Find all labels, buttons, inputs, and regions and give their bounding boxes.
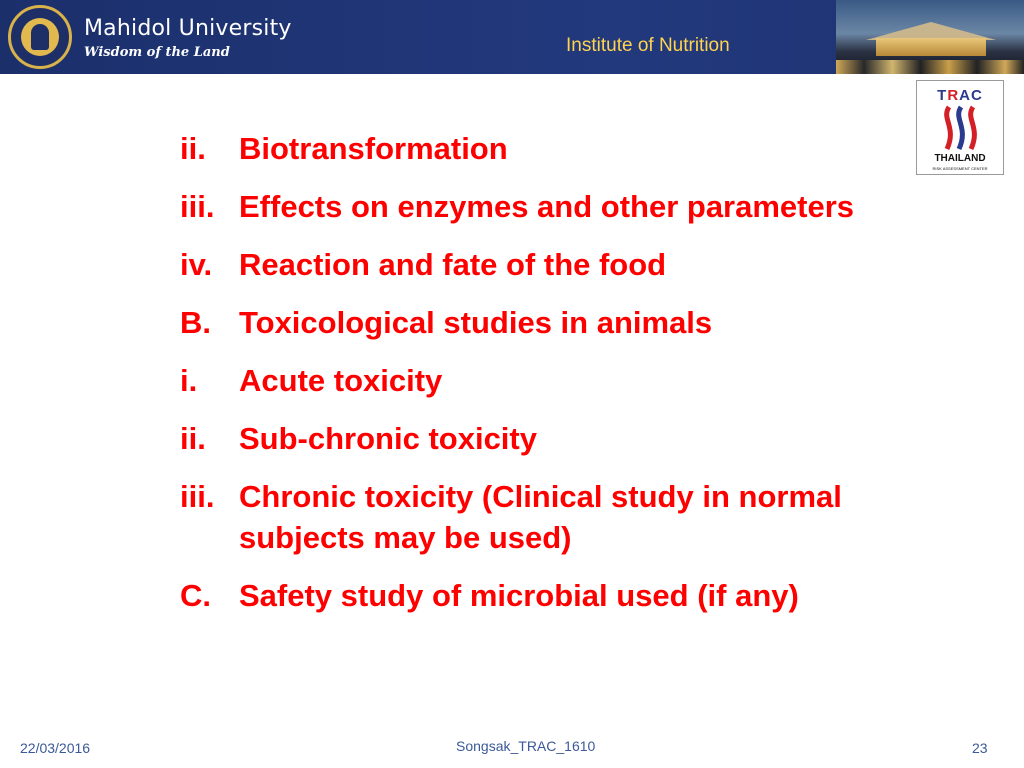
- list-item: [180, 302, 940, 343]
- institute-name: Institute of Nutrition: [566, 35, 730, 56]
- item-text: Biotransformation: [239, 131, 508, 166]
- item-text: Reaction and fate of the food: [239, 247, 667, 282]
- list-item: [180, 128, 940, 169]
- footer-title: Songsak_TRAC_1610: [456, 738, 596, 754]
- university-seal-logo: [8, 5, 72, 69]
- item-number: iii.: [180, 189, 215, 224]
- item-number: i.: [180, 363, 198, 398]
- trac-wave-icon: [939, 105, 983, 151]
- university-name: Mahidol University: [84, 16, 292, 41]
- item-text: Toxicological studies in animals: [239, 305, 713, 340]
- item-number: iii.: [180, 479, 215, 514]
- item-text: Chronic toxicity (Clinical study in normal subjects may be used): [239, 479, 842, 555]
- item-text: Safety study of microbial used (if any): [239, 578, 799, 613]
- item-text: Acute toxicity: [239, 363, 443, 398]
- list-item: [180, 186, 940, 227]
- list-item: [180, 418, 940, 459]
- building-photo: [836, 0, 1024, 74]
- item-number: iv.: [180, 247, 213, 282]
- university-tagline: Wisdom of the Land: [84, 45, 230, 60]
- item-text: Sub-chronic toxicity: [239, 421, 537, 456]
- page-number: 23: [972, 740, 988, 756]
- trac-logo-wordmark: TRAC: [937, 87, 983, 104]
- item-number: B.: [180, 305, 211, 340]
- trac-country: THAILAND: [934, 153, 986, 164]
- list-item: [180, 244, 940, 285]
- list-item: [180, 476, 940, 558]
- item-number: ii.: [180, 421, 206, 456]
- item-number: C.: [180, 578, 211, 613]
- list-item: [180, 575, 940, 616]
- item-text: Effects on enzymes and other parameters: [239, 189, 855, 224]
- content-list: [180, 128, 940, 633]
- slide-header: [0, 0, 1024, 74]
- trac-subtitle: RISK ASSESSMENT CENTER: [932, 166, 988, 171]
- footer-date: 22/03/2016: [20, 740, 91, 756]
- item-number: ii.: [180, 131, 206, 166]
- list-item: [180, 360, 940, 401]
